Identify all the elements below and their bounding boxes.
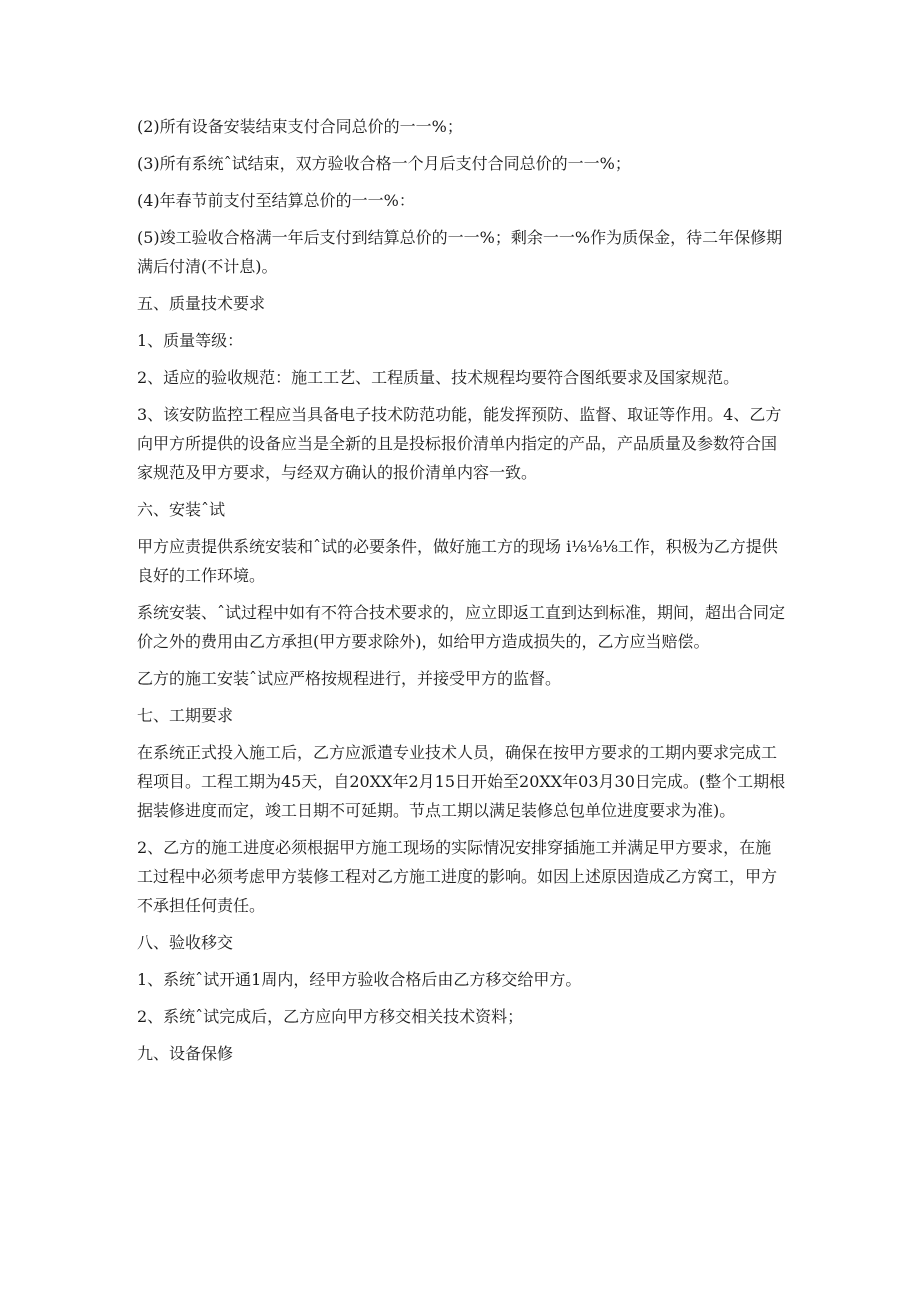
installation-para-1: 甲方应责提供系统安装和ˆ试的必要条件，做好施工方的现场 i⅛⅛⅛工作，积极为乙方提供良好的工作环境。 bbox=[137, 537, 778, 585]
payment-clause-5: (5)竣工验收合格满一年后支付到结算总价的一一%；剩余一一%作为质保金，待二年保修期满后付清(不计息)。 bbox=[137, 228, 783, 276]
document-body bbox=[137, 112, 787, 1076]
quality-item-3-4: 3、该安防监控工程应当具备电子技术防范功能，能发挥预防、监督、取证等作用。4、乙方向甲方所提供的设备应当是全新的且是投标报价清单内指定的产品，产品质量及参数符合国家规范及甲方要求，与经双方确认的报价清单内容一致。 bbox=[137, 405, 782, 482]
schedule-para-1: 在系统正式投入施工后，乙方应派遣专业技术人员，确保在按甲方要求的工期内要求完成工程项目。工程工期为45天，自20XX年2月15日开始至20XX年03月30日完成。(整个工期根据装修进度而定，竣工日期不可延期。节点工期以满足装修总包单位进度要求为准)。 bbox=[137, 743, 786, 820]
section-heading-schedule: 七、工期要求 bbox=[137, 706, 234, 725]
installation-para-3: 乙方的施工安装ˆ试应严格按规程进行，并接受甲方的监督。 bbox=[137, 669, 562, 688]
section-heading-acceptance: 八、验收移交 bbox=[137, 933, 234, 952]
acceptance-item-2: 2、系统ˆ试完成后，乙方应向甲方移交相关技术资料； bbox=[137, 1007, 524, 1026]
quality-item-1: 1、质量等级： bbox=[137, 331, 244, 350]
schedule-para-2: 2、乙方的施工进度必须根据甲方施工现场的实际情况安排穿插施工并满足甲方要求，在施工过程中必须考虑甲方装修工程对乙方施工进度的影响。如因上述原因造成乙方窝工，甲方不承担任何责任。 bbox=[137, 838, 778, 915]
section-heading-quality: 五、质量技术要求 bbox=[137, 294, 266, 313]
payment-clause-2: (2)所有设备安装结束支付合同总价的一一%； bbox=[137, 117, 463, 136]
installation-para-2: 系统安装、ˆ试过程中如有不符合技术要求的，应立即返工直到达到标准，期间，超出合同定价之外的费用由乙方承担(甲方要求除外)，如给甲方造成损失的，乙方应当赔偿。 bbox=[137, 603, 786, 651]
acceptance-item-1: 1、系统ˆ试开通1周内，经甲方验收合格后由乙方移交给甲方。 bbox=[137, 970, 582, 989]
section-heading-installation: 六、安装ˆ试 bbox=[137, 500, 226, 519]
quality-item-2: 2、适应的验收规范：施工工艺、工程质量、技术规程均要符合图纸要求及国家规范。 bbox=[137, 368, 740, 387]
section-heading-warranty: 九、设备保修 bbox=[137, 1044, 234, 1063]
payment-clause-3: (3)所有系统ˆ试结束，双方验收合格一个月后支付合同总价的一一%； bbox=[137, 154, 631, 173]
payment-clause-4: (4)年春节前支付至结算总价的一一%： bbox=[137, 191, 415, 210]
